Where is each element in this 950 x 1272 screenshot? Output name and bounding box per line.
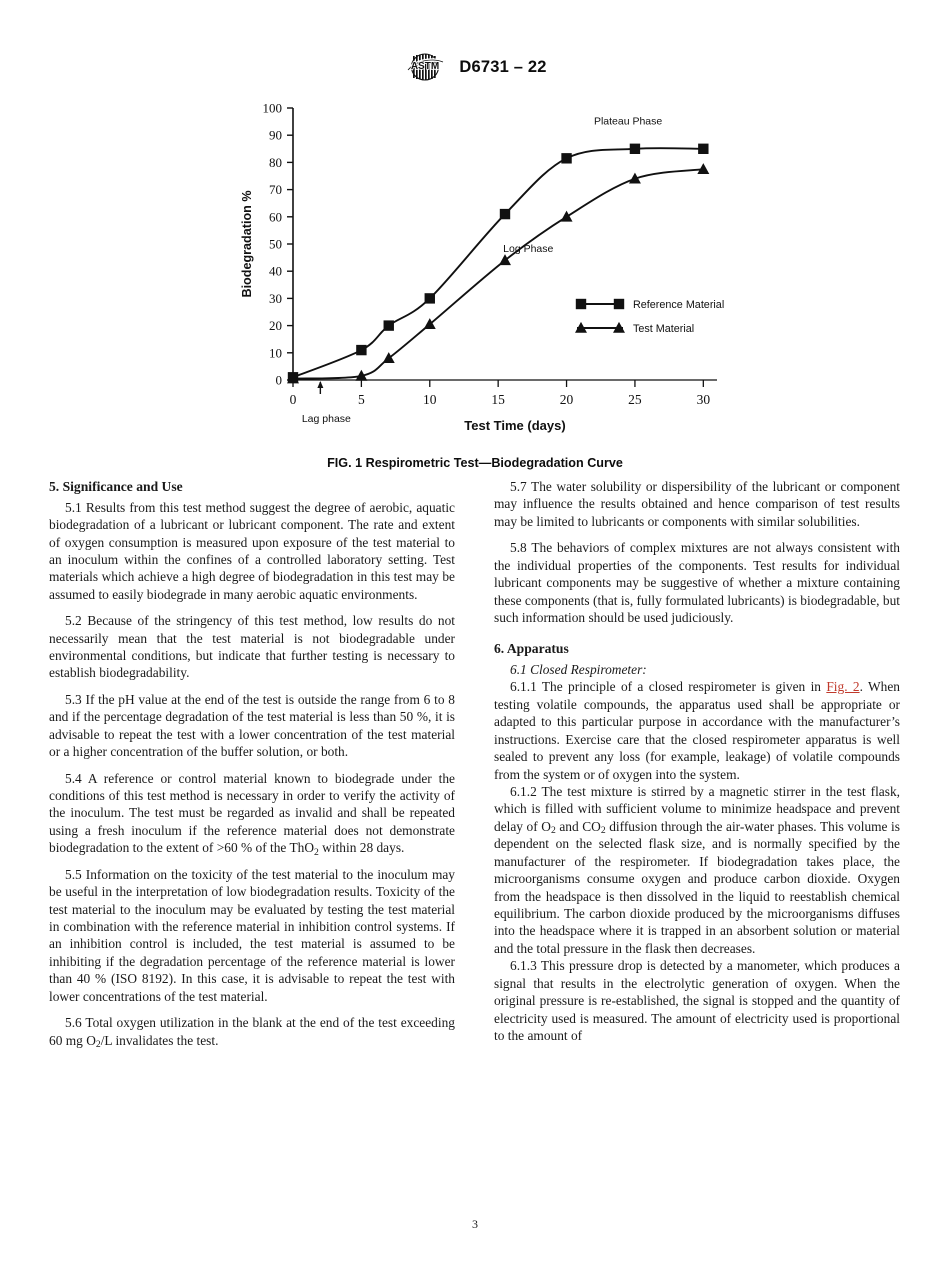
data-point-triangle [697,163,709,174]
annotation-log-phase: Log Phase [503,243,554,256]
legend-marker-square [576,299,586,309]
x-tick-label: 25 [628,392,642,407]
paragraph-5-5: 5.5 Information on the toxicity of the test material to the inoculum may be useful in the interpretation of low biodegradation results. Toxicity of the test material to the inoculum may be evaluated by testing the test material in combination with the reference material in inhibition control systems. If an inhibition control is included, the test material is assumed to be inhibiting if the degradation percentage of the reference material is lower than 40 % (ISO 8192). In this case, it is advisable to repeat the test with lower concentrations of the test material. [49,866,455,1004]
svg-text:ASTM: ASTM [411,61,440,72]
x-tick-label: 10 [423,392,437,407]
paragraph-5-4-text-a: 5.4 A reference or control material known to biodegrade under the conditions of this test method is necessary in order to verify the activity of the inoculum. The test must be regarded as invalid and shall be repeated using a fresh inoculum if the reference material does not demonstrate biodegradation to the extent of >60 % of the ThO [49,770,455,856]
paragraph-5-6 [49,1014,455,1049]
data-point-square [425,293,435,303]
chart-container [225,92,725,452]
section-heading-5: 5. Significance and Use [49,479,183,494]
y-tick-label: 60 [269,209,282,225]
legend-label-1: Reference Material [633,299,725,311]
paragraph-5-3: 5.3 If the pH value at the end of the test is outside the range from 6 to 8 and if the percentage degradation of the test material is less than 50 %, it is advisable to repeat the test with a lower concentration of the test material or a higher concentration of the buffer solution, or both. [49,691,455,760]
paragraph-5-8: 5.8 The behaviors of complex mixtures are not always consistent with the individual properties of the components. Test results for individual lubricant components may be suggestive of whether a mixture containing these components (that is, fully formulated lubricants) is biodegradable, but such information should be used judiciously. [494,540,900,625]
astm-logo-icon [403,52,447,82]
y-tick-label: 70 [269,182,282,198]
paragraph-5-7: 5.7 The water solubility or dispersibility of the lubricant or component may influence the results obtained and hence comparison of test results may be limited to lubricants or components with similar solubilities. [494,479,900,529]
data-point-square [698,144,708,154]
paragraph-6-1-1-text-b: . When testing volatile compounds, the apparatus used shall be appropriate or adapted to this particular purpose in accordance with the manufacturer’s instructions. Exercise care that the closed respirometer apparatus is well sealed to prevent any loss (for example, leakage) of volatile compounds from the system or of oxygen into the system. [494,679,900,782]
data-point-square [384,320,394,330]
data-point-square [356,345,366,355]
y-tick-label: 40 [269,263,282,279]
series-line-1 [293,148,703,377]
paragraph-6-1-3: 6.1.3 This pressure drop is detected by a manometer, which produces a signal that results in the electrolytic generation of oxygen. When the original pressure is re-established, the signal is stopped and the quantity of electricity used is measured. The amount of electricity used is proportional to the amount of [494,958,900,1044]
lag-phase-arrowhead [317,381,323,388]
fig-2-cross-reference-link[interactable]: Fig. 2 [826,679,860,695]
paragraph-5-4 [49,770,455,857]
series-line-2 [293,169,703,378]
y-axis-title: Biodegradation % [240,190,254,298]
x-tick-label: 20 [559,392,574,407]
y-tick-label: 20 [269,318,282,334]
legend-label-2: Test Material [633,323,695,335]
figure-1 [0,92,950,470]
paragraph-6-1-1-text-a: 6.1.1 The principle of a closed respirometer is given in [510,679,827,695]
annotation-plateau-phase: Plateau Phase [593,115,663,128]
paragraph-6-1-2-text-a: 6.1.2 The test mixture is stirred by a magnetic stirrer in the test flask, which is filled with sufficient volume to minimize headspace and prevent delay of O [494,784,900,834]
standard-designation: D6731 – 22 [459,57,547,76]
paragraph-6-1-2 [494,783,900,957]
paragraph-5-6-text-a: 5.6 Total oxygen utilization in the blank at the end of the test exceeding 60 mg O [49,1015,455,1048]
y-tick-label: 10 [269,345,282,361]
paragraph-5-6-text-b: /L invalidates the test. [100,1032,219,1048]
data-point-square [630,144,640,154]
o2-subscript-2: 2 [550,825,556,837]
section-heading-6: 6. Apparatus [494,641,569,657]
x-tick-label: 30 [696,392,711,407]
legend-marker-square [614,299,624,309]
y-tick-label: 90 [269,127,282,143]
data-point-triangle [499,254,511,265]
paragraph-5-4-text-b: within 28 days. [318,840,405,856]
y-tick-label: 80 [269,154,282,170]
tho2-subscript: 2 [314,846,319,858]
x-tick-label: 5 [358,392,365,407]
co2-subscript: 2 [600,825,606,837]
figure-caption: FIG. 1 Respirometric Test—Biodegradation Curve [327,456,623,470]
o2-subscript: 2 [95,1039,101,1051]
right-column [494,478,900,1208]
biodegradation-curve-chart [225,92,725,447]
data-point-square [500,209,510,219]
body-columns [49,478,901,1208]
data-point-square [561,153,571,163]
data-point-triangle [383,352,395,363]
x-tick-label: 15 [491,392,505,407]
x-axis-title: Test Time (days) [464,418,566,433]
page-number: 3 [472,1217,478,1231]
page-header [0,52,950,82]
left-column [49,478,455,1208]
y-tick-label: 0 [275,372,282,388]
paragraph-5-2: 5.2 Because of the stringency of this test method, low results do not necessarily mean that the test material is not biodegradable under environmental conditions, but indicate that further testing is necessary to establish biodegradability. [49,613,455,681]
y-tick-label: 30 [269,290,282,306]
paragraph-6-1-2-text-b: and CO [555,818,601,834]
paragraph-6-1: 6.1 Closed Respirometer: [510,662,647,678]
paragraph-5-1: 5.1 Results from this test method suggest the degree of aerobic, aquatic biodegradation of a lubricant or lubricant component. The rate and extent of oxygen consumption is measured upon exposure of the test material to an inoculum within the confines of a controlled laboratory setting. Test materials which achieve a high degree of biodegradation in this test may be assumed to easily biodegrade in many aerobic aquatic environments. [49,499,455,602]
y-tick-label: 100 [262,100,282,116]
x-tick-label: 0 [289,392,297,407]
data-point-triangle [561,211,573,222]
annotation-lag-phase: Lag phase [301,413,351,425]
y-tick-label: 50 [269,236,282,252]
paragraph-6-1-2-text-c: diffusion through the air-water phases. This volume is dependent on the selected flask size, and is normally specified by the manufacturer of the respirometer. If biodegradation takes place, the microorganisms consume oxygen and produce carbon dioxide. Oxygen from the headspace is then dissolved in the liquid to reestablish chemical equilibrium. The carbon dioxide produced by the microorganisms diffuses into the headspace where it is trapped in an absorbent solution or material and the total pressure in the flask then decreases. [494,818,900,956]
paragraph-6-1-1 [494,678,900,783]
